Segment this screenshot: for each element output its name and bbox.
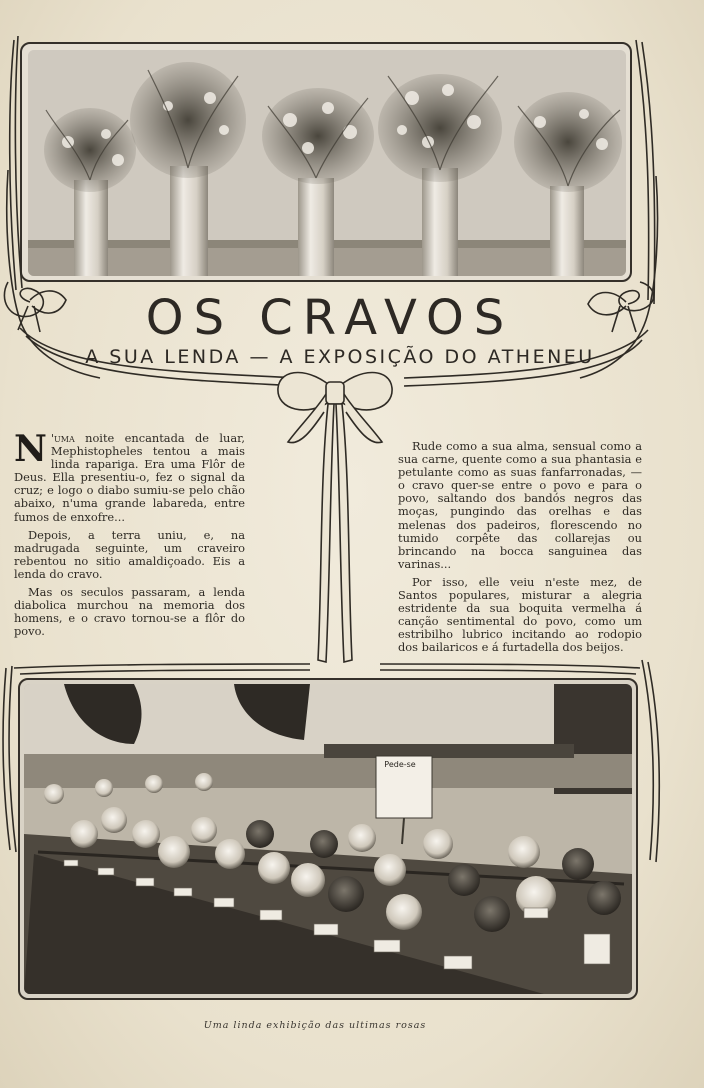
left-text-column: [14, 428, 245, 643]
paragraph-2: Depois, a terra uniu, e, na madrugada seguinte, um craveiro rebentou no sitio amaldiçoado. Eis a lenda do cravo.: [14, 527, 245, 581]
rose-exhibition-photo-frame: [18, 678, 638, 1000]
photo-caption: Uma linda exhibição das ultimas rosas: [203, 1020, 427, 1031]
paragraph-5: Por isso, elle veiu n'este mez, de Santos populares, misturar a alegria estridente da sua boquita vermelha á canção sentimental do povo, como um estribilho lubrico incitando ao rodopio dos bailaricos e á furtadella dos beijos.: [398, 574, 642, 655]
carnation-vases-photo-frame: [20, 42, 632, 282]
rose-exhibition-photo: [24, 684, 632, 994]
carnation-vases-photo: [28, 50, 626, 276]
paragraph-3: Mas os seculos passaram, a lenda diabolica murchou na memoria dos homens, e o cravo tornou-se a flôr do povo.: [14, 585, 245, 639]
paragraph-4: Rude como a sua alma, sensual como a sua carne, quente como a sua phantasia e petulante como as suas fanfarronadas, — o cravo quer-se entre o povo e para o povo, saltando dos bandós negros das moças, pungindo das orelhas e das melenas dos padeiros, florescendo no tumido corpête das collarejas ou brincando na bocca sanguinea das varinas...: [398, 439, 642, 571]
ribbon-bow-ornament: [260, 360, 410, 670]
drop-cap: N: [14, 428, 47, 470]
exhibit-sign: Pede-se: [384, 760, 416, 769]
article-subtitle: A SUA LENDA — A EXPOSIÇÃO DO ATHENEU: [85, 346, 595, 368]
article-title: OS CRAVOS: [145, 290, 515, 346]
paragraph-1: N 'uma noite encantada de luar, Mephistopheles tentou a mais linda rapariga. Era uma Flôr de Deus. Ella presentiu-o, fez o signal da cruz; e logo o diabo sumiu-se pelo chão abaixo, n'uma grande labareda, entre fumos de enxofre...: [14, 428, 245, 524]
right-text-column: [398, 440, 642, 660]
